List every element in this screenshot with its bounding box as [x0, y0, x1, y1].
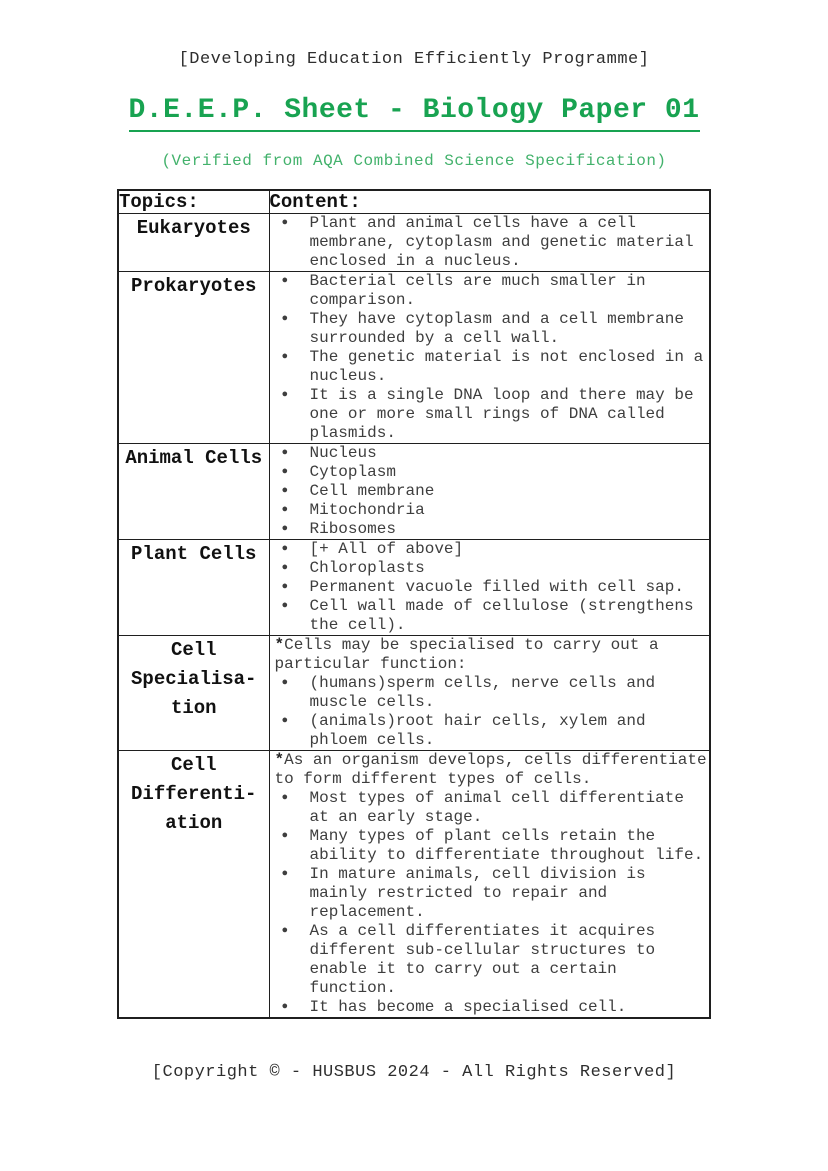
- content-item: [270, 674, 710, 712]
- item-text: Most types of animal cell differentiate at an early stage.: [309, 789, 684, 826]
- header-topics-cell: Topics:: [118, 190, 269, 214]
- bullet-icon: ●: [281, 351, 289, 363]
- content-item: [270, 712, 710, 750]
- topic-cell: [118, 444, 269, 540]
- item-text: Permanent vacuole filled with cell sap.: [309, 578, 684, 596]
- content-item: [270, 865, 710, 922]
- item-text: *As an organism develops, cells differentiate to form different types of cells.: [274, 751, 707, 788]
- item-text: (animals)root hair cells, xylem and phloem cells.: [309, 712, 646, 749]
- star-marker: *: [274, 751, 285, 769]
- content-item: [270, 444, 710, 463]
- content-item: [270, 348, 710, 386]
- topic-line: tion: [170, 697, 217, 719]
- table-row: [118, 272, 710, 444]
- bullet-icon: ●: [281, 313, 289, 325]
- topic-cell: [118, 214, 269, 272]
- item-text: Mitochondria: [309, 501, 425, 519]
- item-text: It has become a specialised cell.: [309, 998, 627, 1016]
- bullet-icon: ●: [281, 504, 289, 516]
- bullet-icon: ●: [281, 830, 289, 842]
- content-item: [270, 501, 710, 520]
- topic-line: Cell: [170, 754, 217, 776]
- content-item: [270, 520, 710, 539]
- topic-line: Prokaryotes: [131, 275, 257, 297]
- item-text: It is a single DNA loop and there may be one or more small rings of DNA called plasmids.: [309, 386, 694, 442]
- content-item: [270, 636, 710, 674]
- item-text: Ribosomes: [309, 520, 396, 538]
- content-item: [270, 597, 710, 635]
- content-item: [270, 751, 710, 789]
- item-text: Cell wall made of cellulose (strengthens the cell).: [309, 597, 694, 634]
- page-title: D.E.E.P. Sheet - Biology Paper 01: [129, 95, 700, 132]
- topics-table-body: [118, 214, 710, 1019]
- content-cell: [269, 272, 710, 444]
- item-text: Cell membrane: [309, 482, 435, 500]
- content-item: [270, 482, 710, 501]
- bullet-icon: ●: [281, 217, 289, 229]
- item-text: In mature animals, cell division is mainly restricted to repair and replacement.: [309, 865, 646, 921]
- table-row: [118, 751, 710, 1019]
- bullet-icon: ●: [281, 600, 289, 612]
- bullet-icon: ●: [281, 562, 289, 574]
- content-cell: [269, 540, 710, 636]
- table-row: [118, 636, 710, 751]
- content-cell: [269, 636, 710, 751]
- topic-cell: [118, 636, 269, 751]
- star-marker: *: [274, 636, 285, 654]
- item-text: Cytoplasm: [309, 463, 396, 481]
- content-cell: [269, 214, 710, 272]
- topic-line: Plant Cells: [131, 543, 257, 565]
- topic-cell: [118, 540, 269, 636]
- item-text: Nucleus: [309, 444, 377, 462]
- topic-line: ation: [165, 812, 223, 834]
- item-text: The genetic material is not enclosed in a nucleus.: [309, 348, 704, 385]
- content-item: [270, 998, 710, 1017]
- item-text: Plant and animal cells have a cell membrane, cytoplasm and genetic material enclosed in a nucleus.: [309, 214, 694, 270]
- bullet-icon: ●: [281, 543, 289, 555]
- item-text: *Cells may be specialised to carry out a particular function:: [274, 636, 659, 673]
- item-text: Bacterial cells are much smaller in comparison.: [309, 272, 646, 309]
- content-item: [270, 463, 710, 482]
- bullet-icon: ●: [281, 868, 289, 880]
- table-row: [118, 214, 710, 272]
- topic-line: Cell: [170, 639, 217, 661]
- header-content-cell: Content:: [269, 190, 710, 214]
- item-text: [+ All of above]: [309, 540, 464, 558]
- content-cell: [269, 751, 710, 1019]
- content-item: [270, 922, 710, 998]
- table-header-row: [118, 190, 710, 214]
- topics-table: [117, 189, 711, 1019]
- content-item: [270, 386, 710, 443]
- content-item: [270, 559, 710, 578]
- programme-header: [Developing Education Efficiently Programme]: [178, 50, 650, 69]
- table-row: [118, 444, 710, 540]
- bullet-icon: ●: [281, 925, 289, 937]
- content-item: [270, 578, 710, 597]
- topic-cell: [118, 751, 269, 1019]
- bullet-icon: ●: [281, 1001, 289, 1013]
- bullet-icon: ●: [281, 485, 289, 497]
- content-item: [270, 827, 710, 865]
- item-text: As a cell differentiates it acquires different sub-cellular structures to enable it to carry out a certain function.: [309, 922, 656, 997]
- content-cell: [269, 444, 710, 540]
- content-item: [270, 789, 710, 827]
- bullet-icon: ●: [281, 389, 289, 401]
- item-text: Chloroplasts: [309, 559, 425, 577]
- footer-copyright: [Copyright © - HUSBUS 2024 - All Rights Reserved]: [151, 1063, 677, 1082]
- bullet-icon: ●: [281, 447, 289, 459]
- bullet-icon: ●: [281, 523, 289, 535]
- content-item: [270, 214, 710, 271]
- bullet-icon: ●: [281, 792, 289, 804]
- item-text: (humans)sperm cells, nerve cells and muscle cells.: [309, 674, 656, 711]
- page-subtitle: (Verified from AQA Combined Science Specification): [161, 152, 667, 170]
- bullet-icon: ●: [281, 677, 289, 689]
- bullet-icon: ●: [281, 275, 289, 287]
- bullet-icon: ●: [281, 715, 289, 727]
- content-item: [270, 310, 710, 348]
- bullet-icon: ●: [281, 466, 289, 478]
- topic-line: Differenti-: [131, 783, 257, 805]
- topic-line: Animal Cells: [125, 447, 263, 469]
- item-text: Many types of plant cells retain the ability to differentiate throughout life.: [309, 827, 704, 864]
- topic-line: Eukaryotes: [136, 217, 251, 239]
- content-item: [270, 540, 710, 559]
- bullet-icon: ●: [281, 581, 289, 593]
- title-wrap: [0, 95, 828, 132]
- topic-line: Specialisa-: [131, 668, 257, 690]
- topic-cell: [118, 272, 269, 444]
- item-text: They have cytoplasm and a cell membrane surrounded by a cell wall.: [309, 310, 684, 347]
- content-item: [270, 272, 710, 310]
- table-row: [118, 540, 710, 636]
